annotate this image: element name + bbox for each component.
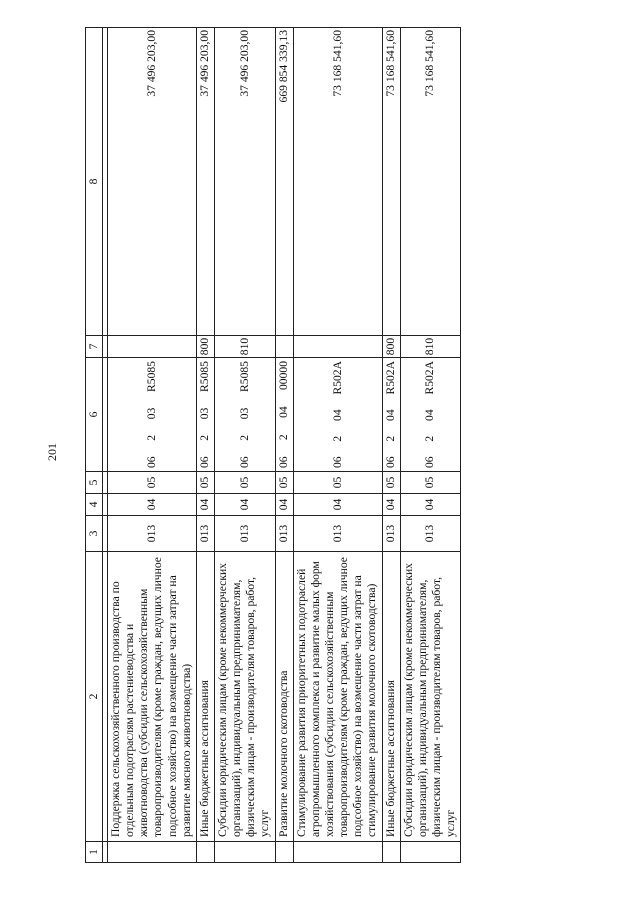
ministry-code: 013 [293,516,382,552]
csr-subprogram: 2 [384,435,398,442]
amount: 37 496 203,00 [214,28,275,336]
csr-event: 03 [144,407,158,420]
ministry-code: 013 [108,516,197,552]
target-article-cell [400,358,461,472]
amount: 37 496 203,00 [196,28,214,336]
csr-program: 06 [237,456,251,468]
csr-program: 06 [277,456,291,468]
csr-program: 06 [144,456,158,468]
csr-subprogram: 2 [198,434,212,441]
row-name: Поддержка сельскохозяйственного производства по отдельным подотраслям растениеводства и животноводства (субсидии сельскохозяйственным товаропроизводителям (кроме граждан, ведущих личное подсобное хозяйство) на возмещение части затрат на развитие мясного животноводства) [108,552,197,842]
amount: 73 168 541,60 [382,28,400,336]
table-row [293,28,382,863]
expense-type-code: 800 [196,336,214,358]
expense-type-code: 810 [214,336,275,358]
csr-direction: R5085 [237,361,251,392]
csr-direction: R5085 [198,361,212,392]
amount: 73 168 541,60 [293,28,382,336]
csr-event: 04 [423,409,437,421]
ministry-code: 013 [196,516,214,552]
header-cell: 6 [86,358,103,472]
row-name: Иные бюджетные ассигнования [196,552,214,842]
header-cell: 1 [86,842,103,863]
target-article-cell [196,358,214,472]
expense-type-code [275,336,293,358]
budget-table-sheet [85,28,555,863]
target-article-cell [293,358,382,472]
target-article-cell [382,358,400,472]
section-code: 04 [108,494,197,516]
csr-program: 06 [384,456,398,468]
target-article-cell [214,358,275,472]
csr-direction: R502A [423,361,437,395]
row-name: Иные бюджетные ассигнования [382,552,400,842]
subsection-code: 05 [108,472,197,494]
row-number-cell [196,842,214,863]
row-name: Развитие молочного скотоводства [275,552,293,842]
section-code: 04 [275,494,293,516]
csr-event: 04 [277,406,291,418]
table-row [382,28,400,863]
ministry-code: 013 [382,516,400,552]
header-cell: 4 [86,494,103,516]
ministry-code: 013 [214,516,275,552]
subsection-code: 05 [382,472,400,494]
subsection-code: 05 [275,472,293,494]
row-number-cell [214,842,275,863]
target-article-cell [275,358,293,472]
subsection-code: 05 [400,472,461,494]
csr-direction: R502A [384,361,398,395]
csr-subprogram: 2 [277,434,291,441]
subsection-code: 05 [196,472,214,494]
target-article-cell [108,358,197,472]
csr-direction: R5085 [144,361,158,392]
table-row [400,28,461,863]
table-row [214,28,275,863]
subsection-code: 05 [293,472,382,494]
row-number-cell [382,842,400,863]
section-code: 04 [400,494,461,516]
header-cell: 5 [86,472,103,494]
expense-type-code [108,336,197,358]
amount: 73 168 541,60 [400,28,461,336]
header-row [86,28,103,863]
budget-table [85,27,461,863]
csr-subprogram: 2 [237,434,251,441]
csr-event: 04 [384,409,398,421]
table-row [196,28,214,863]
row-number-cell [108,842,197,863]
csr-program: 06 [423,456,437,468]
expense-type-code [293,336,382,358]
row-name: Стимулирование развития приоритетных подотраслей агропромышленного комплекса и развитие малых форм хозяйствования (субсидии сельскохозяйственным товаропроизводителям (кроме граждан, ведущих личное подсобное хозяйство) на возмещение части затрат на стимулирование развития молочного скотоводства) [293,552,382,842]
csr-direction: R502A [330,361,344,395]
ministry-code: 013 [400,516,461,552]
header-cell: 2 [86,552,103,842]
section-code: 04 [382,494,400,516]
header-cell: 8 [86,28,103,336]
amount: 669 854 339,13 [275,28,293,336]
csr-subprogram: 2 [423,435,437,442]
page-number: 201 [45,443,59,461]
ministry-code: 013 [275,516,293,552]
section-code: 04 [293,494,382,516]
expense-type-code: 810 [400,336,461,358]
subsection-code: 05 [214,472,275,494]
section-code: 04 [196,494,214,516]
csr-subprogram: 2 [330,435,344,442]
header-cell: 7 [86,336,103,358]
csr-event: 03 [237,407,251,420]
row-number-cell [275,842,293,863]
csr-direction: 00000 [277,361,291,390]
amount: 37 496 203,00 [108,28,197,336]
row-number-cell [293,842,382,863]
table-row [108,28,197,863]
expense-type-code: 800 [382,336,400,358]
csr-subprogram: 2 [144,434,158,441]
row-number-cell [400,842,461,863]
row-name: Субсидии юридическим лицам (кроме некоммерческих организаций), индивидуальным предпринимателям, физическим лицам - производителям товаров, работ, услуг [214,552,275,842]
row-name: Субсидии юридическим лицам (кроме некоммерческих организаций), индивидуальным предпринимателям, физическим лицам - производителям товаров, работ, услуг [400,552,461,842]
header-cell: 3 [86,516,103,552]
table-row [275,28,293,863]
csr-event: 04 [330,409,344,421]
section-code: 04 [214,494,275,516]
csr-program: 06 [198,456,212,468]
csr-event: 03 [198,407,212,420]
csr-program: 06 [330,456,344,468]
